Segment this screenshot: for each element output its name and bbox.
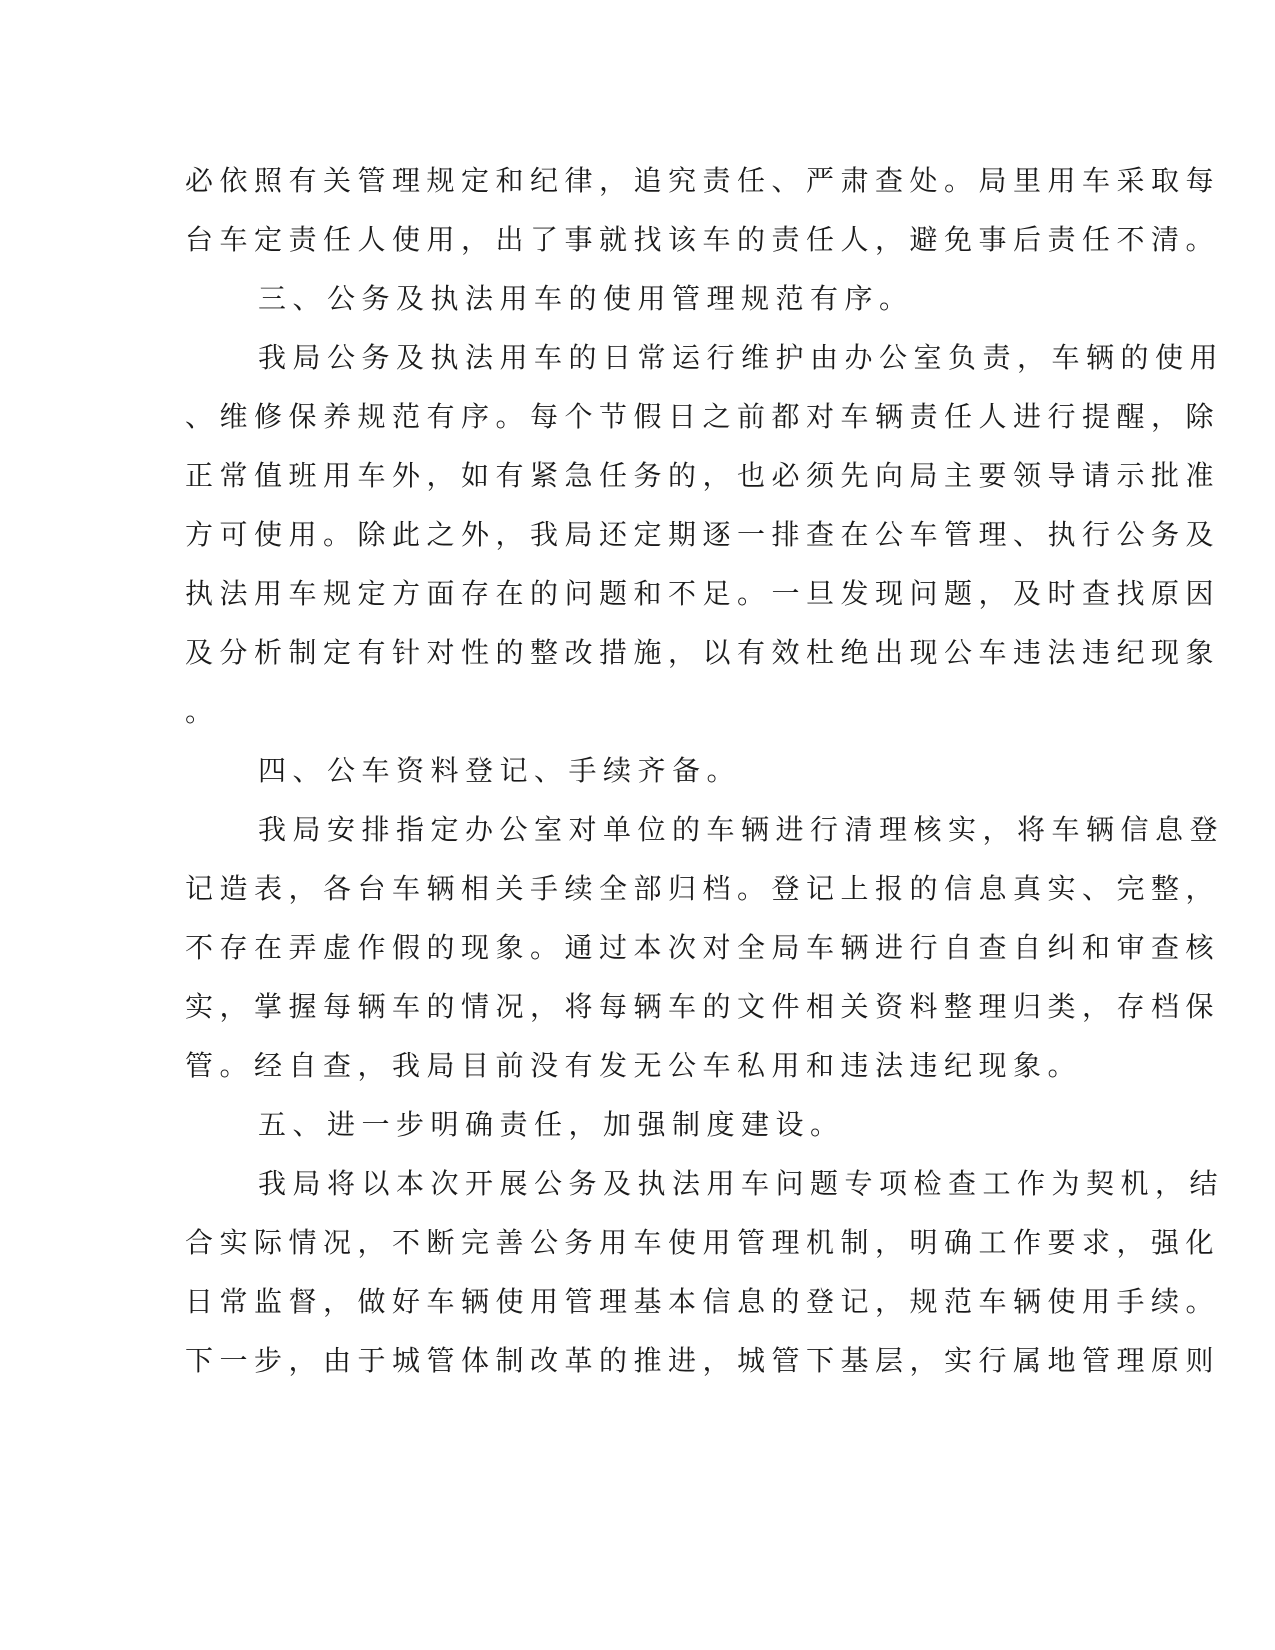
text-line: 我局将以本次开展公务及执法用车问题专项检查工作为契机，结: [258, 1167, 1225, 1200]
text-line: 管。经自查，我局目前没有发无公车私用和违法违纪现象。: [185, 1049, 1083, 1082]
text-line: 台车定责任人使用，出了事就找该车的责任人，避免事后责任不清。: [185, 223, 1221, 256]
section-heading: 五、进一步明确责任，加强制度建设。: [258, 1108, 845, 1141]
text-line: 必依照有关管理规定和纪律，追究责任、严肃查处。局里用车采取每: [185, 164, 1221, 197]
text-line: 下一步，由于城管体制改革的推进，城管下基层，实行属地管理原则: [185, 1344, 1221, 1377]
section-heading: 三、公务及执法用车的使用管理规范有序。: [258, 282, 914, 315]
text-line: 记造表，各台车辆相关手续全部归档。登记上报的信息真实、完整，: [185, 872, 1221, 905]
text-line: 正常值班用车外，如有紧急任务的，也必须先向局主要领导请示批准: [185, 459, 1221, 492]
text-line: 。: [185, 695, 220, 728]
text-line: 实，掌握每辆车的情况，将每辆车的文件相关资料整理归类，存档保: [185, 990, 1221, 1023]
text-line: 日常监督，做好车辆使用管理基本信息的登记，规范车辆使用手续。: [185, 1285, 1221, 1318]
text-line: 方可使用。除此之外，我局还定期逐一排查在公车管理、执行公务及: [185, 518, 1221, 551]
text-line: 、维修保养规范有序。每个节假日之前都对车辆责任人进行提醒，除: [185, 400, 1221, 433]
text-line: 我局安排指定办公室对单位的车辆进行清理核实，将车辆信息登: [258, 813, 1225, 846]
section-heading: 四、公车资料登记、手续齐备。: [258, 754, 742, 787]
text-line: 合实际情况，不断完善公务用车使用管理机制，明确工作要求，强化: [185, 1226, 1221, 1259]
text-line: 执法用车规定方面存在的问题和不足。一旦发现问题，及时查找原因: [185, 577, 1221, 610]
text-line: 及分析制定有针对性的整改措施，以有效杜绝出现公车违法违纪现象: [185, 636, 1221, 669]
text-line: 不存在弄虚作假的现象。通过本次对全局车辆进行自查自纠和审查核: [185, 931, 1221, 964]
text-line: 我局公务及执法用车的日常运行维护由办公室负责，车辆的使用: [258, 341, 1225, 374]
